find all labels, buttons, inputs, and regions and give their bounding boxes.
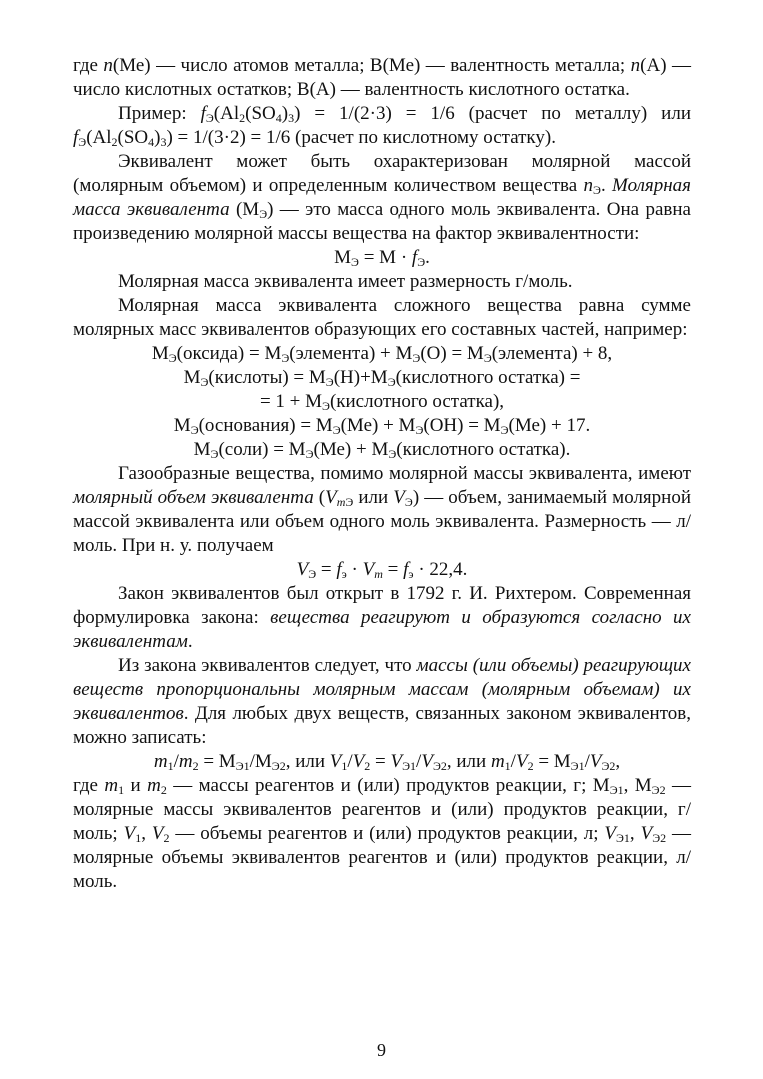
paragraph: Закон эквивалентов был открыт в 1792 г. И. Рихтером. Современная формулировка закона: вещества реагируют и образуются согласно их эквивалентам. — [73, 583, 691, 652]
paragraph: Молярная масса эквивалента сложного вещества равна сумме молярных масс эквивалентов образующих его составных частей, например: — [73, 295, 691, 340]
paragraph: Молярная масса эквивалента имеет размерность г/моль. — [118, 271, 573, 292]
paragraph: Из закона эквивалентов следует, что массы (или объемы) реагирующих веществ пропорциональны молярным массам (молярным объемам) их эквивалентов. Для любых двух веществ, связанных законом эквивалентов, можно записать: — [73, 655, 691, 748]
paragraph: Эквивалент может быть охарактеризован молярной массой (молярным объемом) и определенным количеством вещества $n_Э$. Молярная масса эквивалента $(М_Э)$ — это масса одного моль эквивалента. Она равна произведению молярной массы вещества на фактор эквивалентности: — [73, 151, 691, 244]
formula: = $1 + М_Э(кислотного$ остатка), — [259, 391, 505, 413]
paragraph: Газообразные вещества, помимо молярной массы эквивалента, имеют молярный объем эквивалента ($V_{mЭ}$ или $V_Э$) — объем, занимаемый молярной массой эквивалента или объем одного моль эквивалента. Размерность — л/моль. При н. у. получаем — [73, 463, 692, 556]
formula: $m_1/m_2 = M_{Э1}/M_{Э2}$, или $V_1/V_2 = V_{Э1}/V_{Э2}$, или $m_1/V_2 = M_{Э1}/V_{Э2}$, — [153, 751, 621, 773]
formula: $М_Э(основания) = М_Э(Ме) + М_Э(ОН) = М_Э(Ме) + 17$. — [173, 415, 591, 437]
formula: $V_Э = f_э \cdot V_m = f_э \cdot 22,4$. — [296, 559, 468, 581]
formula: $М_Э(соли) = М_Э(Ме)$ + $М_Э(кислотного$ остатка). — [193, 439, 571, 461]
page-number: 9 — [377, 1040, 386, 1060]
paragraph: Пример: $f_Э(Al_2(SO_4)_3) = 1/(2\cdot 3) = 1/6$ (расчет по металлу) или $f_Э(Al_2(SO_4)_3) = 1/(3\cdot 2) = 1/6$ (расчет по кислотному остатку). — [73, 103, 691, 149]
formula: $М_Э(оксида)$ = $М_Э(элемента) + М_Э(О)$ = $М_Э(элемента) + 8$, — [151, 343, 613, 365]
paragraph: где $m_1$ и $m_2$ — массы реагентов и (или) продуктов реакции, г; $М_{Э1}$, $М_{Э2}$ — молярные массы эквивалентов реагентов и (или) продуктов реакции, г/моль; $V_1$, $V_2$ — объемы реагентов и (или) продуктов реакции, л; $V_{Э1}$, $V_{Э2}$ — молярные объемы эквивалентов реагентов и (или) продуктов реакции, л/моль. — [73, 775, 692, 892]
page-content — [73, 54, 691, 894]
formula: $М_Э(кислоты)$ = $М_Э(Н)+М_Э(кислотного$ остатка) = — [183, 367, 581, 389]
formula: $М_Э = М \cdot f_Э$. — [334, 247, 430, 269]
paragraph: где n(Ме) — число атомов металла; В(Ме) — валентность металла; n(А) — число кислотных остатков; В(А) — валентность кислотного остатка. — [73, 55, 691, 100]
